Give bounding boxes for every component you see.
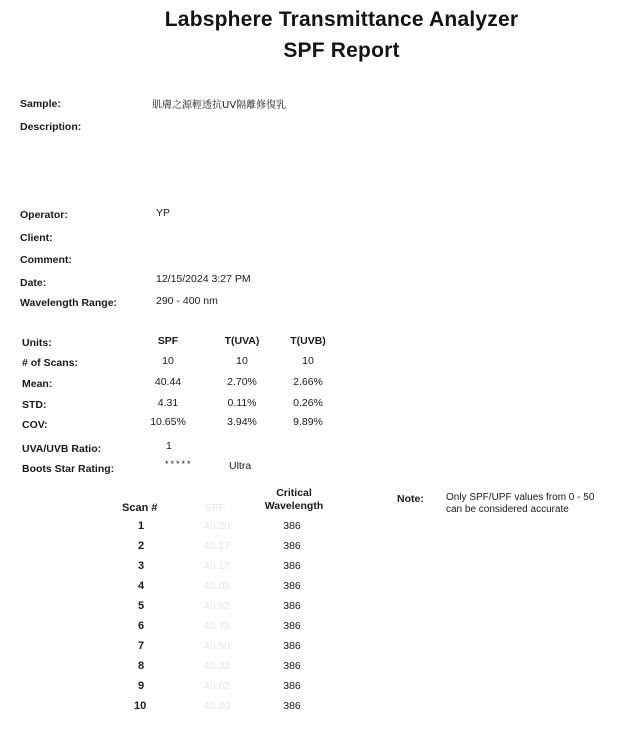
sample-value: 肌膚之源輕透抗UV隔離修復乳 (152, 100, 287, 111)
stats-cell: 0.11% (227, 397, 257, 409)
scan-critical-wavelength: 386 (283, 680, 301, 692)
stats-cell: 4.31 (157, 397, 179, 409)
scan-critical-wavelength: 386 (283, 520, 301, 532)
scan-number: 2 (138, 540, 145, 552)
scan-number: 1 (138, 520, 145, 532)
stats-cell: 2.66% (293, 376, 323, 388)
boots-star-rating-stars: ***** (165, 459, 193, 469)
scan-spf-value: 40.05 (203, 580, 231, 592)
operator-label: Operator: (20, 209, 68, 221)
scan-number: 6 (138, 620, 145, 632)
date-value: 12/15/2024 3:27 PM (156, 273, 251, 285)
date-label: Date: (20, 277, 47, 289)
description-label: Description: (20, 121, 82, 133)
scan-number: 7 (138, 640, 145, 652)
column-header-tuvb: T(UVB) (290, 335, 326, 347)
scan-spf-value: 40.17 (203, 540, 231, 552)
scan-critical-wavelength: 386 (283, 580, 301, 592)
table-row (0, 600, 627, 620)
table-row (0, 700, 627, 720)
column-header-spf: SPF (157, 335, 179, 347)
stats-row-label: COV: (22, 419, 48, 431)
stats-row-label: STD: (22, 399, 47, 411)
scan-spf-value: 40.82 (203, 600, 231, 612)
scan-spf-value: 40.62 (203, 680, 231, 692)
scan-spf-value: 40.50 (203, 640, 231, 652)
stats-cell: 0.26% (293, 397, 323, 409)
table-row (0, 560, 627, 580)
scan-critical-wavelength: 386 (283, 660, 301, 672)
units-label: Units: (22, 337, 52, 349)
note-text: Only SPF/UPF values from 0 - 50 can be considered accurate (446, 492, 595, 515)
stats-cell: 10.65% (150, 416, 186, 428)
spf-column-header: SPF (204, 502, 226, 514)
table-row (0, 660, 627, 680)
stats-cell: 2.70% (227, 376, 257, 388)
table-row (0, 620, 627, 640)
table-row (0, 540, 627, 560)
uva-uvb-ratio-label: UVA/UVB Ratio: (22, 443, 102, 455)
scan-number: 5 (138, 600, 145, 612)
comment-label: Comment: (20, 254, 72, 266)
scan-critical-wavelength: 386 (283, 700, 301, 712)
stats-cell: 9.89% (293, 416, 323, 428)
scan-critical-wavelength: 386 (283, 540, 301, 552)
wavelength-range-label: Wavelength Range: (20, 297, 118, 309)
report-title: Labsphere Transmittance Analyzer (164, 8, 519, 31)
scan-spf-value: 40.75 (203, 620, 231, 632)
stats-cell: 10 (302, 355, 314, 367)
stats-cell: 40.44 (154, 376, 182, 388)
scan-spf-value: 40.20 (203, 520, 231, 532)
scan-critical-wavelength: 386 (283, 620, 301, 632)
client-label: Client: (20, 232, 53, 244)
stats-row-label: # of Scans: (22, 357, 79, 369)
scan-number: 10 (134, 700, 147, 712)
table-row (0, 640, 627, 660)
uva-uvb-ratio-value: 1 (166, 440, 172, 452)
stats-cell: 3.94% (227, 416, 257, 428)
table-row (0, 580, 627, 600)
column-header-tuva: T(UVA) (224, 335, 260, 347)
scan-spf-value: 40.80 (203, 700, 231, 712)
boots-star-rating-value: Ultra (229, 460, 252, 472)
scan-number-header: Scan # (122, 502, 158, 514)
scan-critical-wavelength: 386 (283, 640, 301, 652)
sample-label: Sample: (20, 98, 61, 110)
stats-cell: 10 (236, 355, 248, 367)
stats-cell: 10 (162, 355, 174, 367)
scan-spf-value: 40.17 (203, 560, 231, 572)
operator-value: YP (156, 207, 171, 219)
scan-number: 8 (138, 660, 145, 672)
scan-number: 4 (138, 580, 145, 592)
scan-spf-value: 40.32 (203, 660, 231, 672)
table-row (0, 520, 627, 540)
scan-number: 3 (138, 560, 145, 572)
scan-number: 9 (138, 680, 145, 692)
report-subtitle: SPF Report (283, 39, 400, 62)
wavelength-range-value: 290 - 400 nm (156, 295, 218, 307)
critical-wavelength-header-line2: Wavelength (264, 500, 324, 512)
table-row (0, 680, 627, 700)
critical-wavelength-header-line1: Critical (276, 487, 312, 499)
note-label: Note: (397, 493, 424, 505)
scan-critical-wavelength: 386 (283, 600, 301, 612)
stats-row-label: Mean: (22, 378, 53, 390)
boots-star-rating-label: Boots Star Rating: (22, 463, 115, 475)
scan-critical-wavelength: 386 (283, 560, 301, 572)
